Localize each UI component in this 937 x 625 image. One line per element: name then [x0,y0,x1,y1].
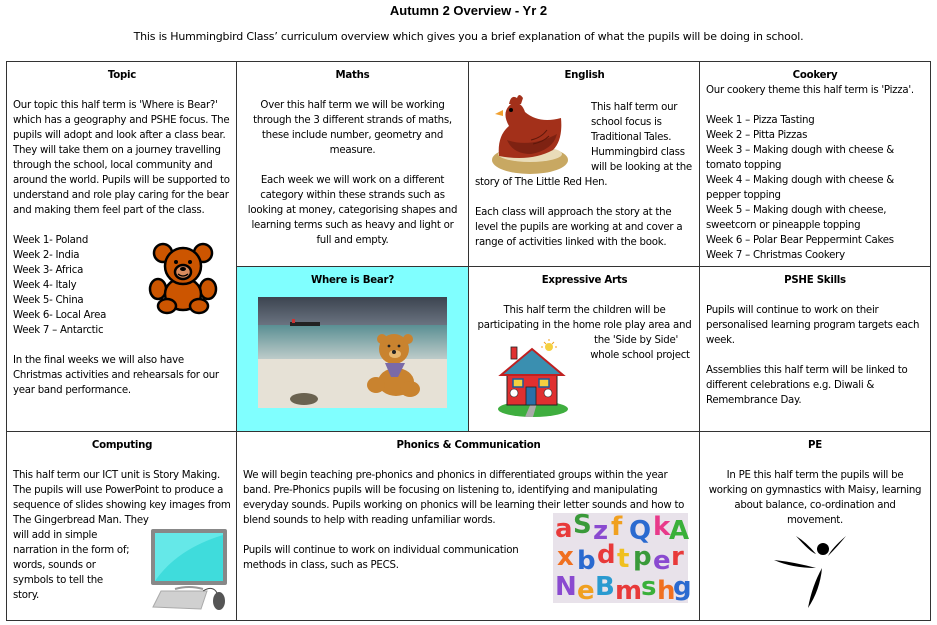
page-intro: This is Hummingbird Class’ curriculum overview which gives you a brief explanation of what the pupils will be doing in school. [133,30,804,43]
svg-text:B: B [595,572,615,602]
svg-text:N: N [555,572,577,602]
gymnast-icon [772,532,852,612]
computing-heading: Computing [91,440,153,451]
expressive-arts-line-1: This half term the children will be [503,305,666,316]
computing-line: story. [13,590,40,601]
computing-line: narration in the form of; [13,545,130,556]
teddy-bear-icon [150,242,216,314]
pe-para: In PE this half term the pupils will be working on gymnastics with Maisy, learning about balance, co-ordination and movement. [708,470,922,526]
where-is-bear-cell [236,266,469,433]
svg-text:Q: Q [629,516,651,546]
computing-para: This half term our ICT unit is Story Making. The pupils will use PowerPoint to produce a sequence of slides showing key images from The Gingerbread Man. They [13,470,231,526]
svg-text:d: d [597,540,616,570]
pshe-para-2: Assemblies this half term will be linked to different celebrations e.g. Diwali & Remembrance Day. [706,365,908,406]
cookery-cell [699,61,931,268]
cookery-week-list [706,113,924,263]
topic-week: Week 2- India [13,250,80,261]
svg-text:A: A [669,516,689,546]
maths-para-2: Each week we will work on a different category within these strands such as looking at money, categorising shapes and learning terms such as heavy and light or full and empty. [247,175,458,246]
english-para-1-side: This half term our school focus is Traditional Tales. Hummingbird class will be looking at the [591,102,692,173]
phonics-cell [236,431,701,621]
cookery-heading: Cookery [792,70,838,81]
computing-cell [6,431,238,621]
topic-intro: Our topic this half term is 'Where is Bear?' which has a geography and PSHE focus. The pupils will adopt and look after a class bear. They will take them on a journey travelling through the school, local community and around the world. Pupils will be supported to understand and role play caring for the bear and making them feel part of the class. [13,100,230,216]
svg-text:k: k [653,512,671,542]
topic-week: Week 3- Africa [13,265,84,276]
pe-heading: PE [808,440,822,451]
svg-text:e: e [653,546,671,576]
where-is-bear-heading: Where is Bear? [311,275,394,286]
svg-text:g: g [673,572,692,602]
svg-text:b: b [577,546,596,576]
svg-text:e: e [577,576,595,606]
cookery-week: Week 2 – Pitta Pizzas [706,130,808,141]
expressive-arts-line-2: participating in the home role play area and [477,320,692,331]
cookery-week: Week 4 – Making dough with cheese & pepper topping [706,175,894,201]
cookery-week: Week 3 – Making dough with cheese & tomato topping [706,145,894,171]
svg-text:m: m [615,576,642,606]
english-cell [468,61,701,268]
overview-table [6,61,931,621]
topic-week: Week 5- China [13,295,84,306]
page-title: Autumn 2 Overview - Yr 2 [389,3,548,18]
topic-closing: In the final weeks we will also have Christmas activities and rehearsals for our year band performance. [13,355,219,396]
computing-line: words, sounds or [13,560,96,571]
svg-text:s: s [641,572,657,602]
svg-text:p: p [633,542,652,572]
svg-text:f: f [611,512,623,542]
svg-text:z: z [593,516,608,546]
pe-cell [699,431,931,621]
phonics-para-2: Pupils will continue to work on individual communication methods in class, such as PECS. [243,545,519,571]
cookery-intro: Our cookery theme this half term is 'Pizza'. [706,85,914,96]
computing-line: will add in simple [13,530,98,541]
expressive-arts-line-4: whole school project [590,350,690,361]
phonics-heading: Phonics & Communication [396,440,541,451]
english-heading: English [564,70,605,81]
svg-text:h: h [657,576,676,606]
phonics-para-1: We will begin teaching pre-phonics and phonics in differentiated groups within the year band. Pre-Phonics pupils will be focusing on listening to, identifying and manipulating everyday sounds. Pupils working on phonics will be learning their letter sounds and how to blend sounds to help with reading unfamiliar words. [243,470,685,526]
maths-para-1: Over this half term we will be working through the 3 different strands of maths, these include number, geometry and measure. [253,100,452,156]
house-icon [497,339,569,419]
english-para-1-tail: story of The Little Red Hen. [475,177,608,188]
computing-line: symbols to tell the [13,575,103,586]
bear-on-beach-photo [258,297,447,408]
english-para-2: Each class will approach the story at the level the pupils are working at and cover a range of activities linked with the book. [475,207,683,248]
cookery-week: Week 5 – Making dough with cheese, sweetcorn or pineapple topping [706,205,887,231]
topic-heading: Topic [107,70,137,81]
svg-text:t: t [617,544,630,574]
maths-heading: Maths [335,70,370,81]
svg-text:r: r [671,542,684,572]
pshe-para-1: Pupils will continue to work on their personalised learning program targets each week. [706,305,920,346]
maths-cell [236,61,469,268]
expressive-arts-cell [468,266,701,433]
expressive-arts-line-3: the 'Side by Side' [593,335,679,346]
topic-week: Week 4- Italy [13,280,77,291]
computer-icon [147,529,231,613]
topic-cell [6,61,238,433]
expressive-arts-heading: Expressive Arts [541,275,628,286]
topic-week: Week 6- Local Area [13,310,107,321]
svg-text:x: x [557,542,574,572]
topic-week: Week 7 – Antarctic [13,325,104,336]
cookery-week: Week 1 – Pizza Tasting [706,115,815,126]
pshe-cell [699,266,931,433]
magnetic-letters-photo [553,510,692,606]
cookery-week: Week 6 – Polar Bear Peppermint Cakes [706,235,894,246]
topic-week: Week 1- Poland [13,235,89,246]
pshe-heading: PSHE Skills [784,275,846,286]
cookery-week: Week 7 – Christmas Cookery [706,250,845,261]
svg-text:a: a [555,514,573,544]
svg-text:S: S [573,510,592,540]
red-hen-icon [487,90,573,178]
